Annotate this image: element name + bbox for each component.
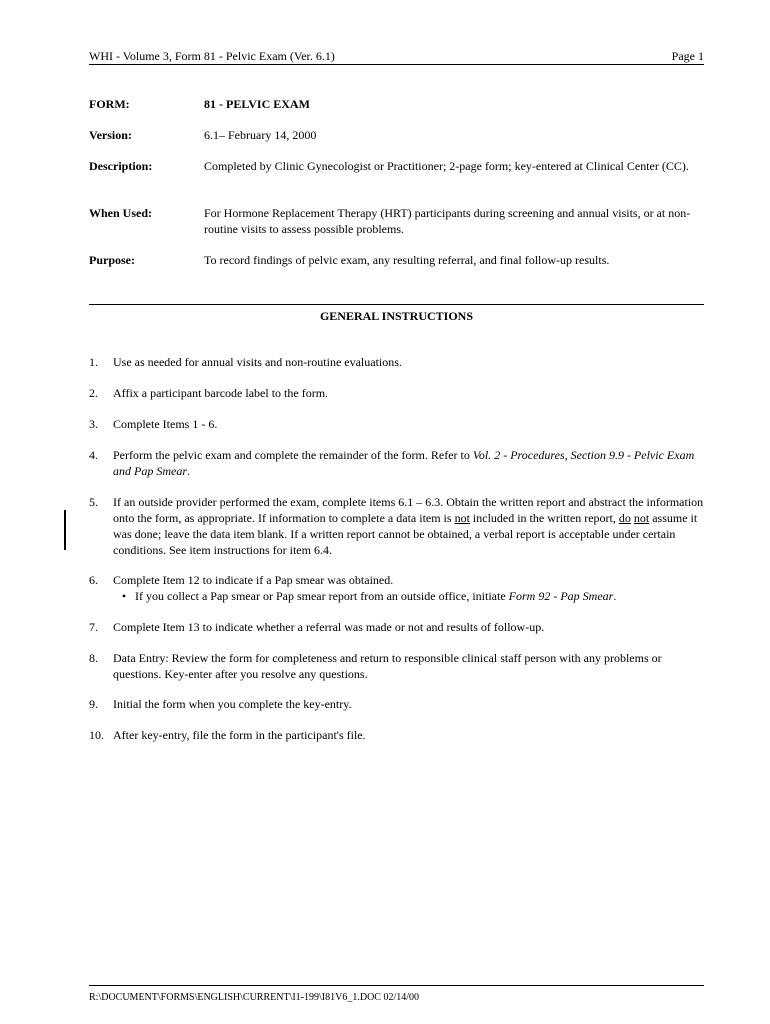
description-row [89,158,704,174]
item-text [113,494,704,558]
sub-bullet [113,588,704,604]
emphasis-do: do [618,511,631,525]
form-label: FORM: [89,97,130,111]
item-number: 8. [89,651,98,665]
section-divider [89,304,704,305]
header-divider [89,64,704,65]
item-text [113,572,704,604]
list-item [89,727,704,743]
when-used-row [89,205,704,237]
list-item [89,619,704,635]
when-used-value: For Hormone Replacement Therapy (HRT) participants during screening and annual visits, or at non-routine visits to assess possible problems. [204,206,691,236]
version-value: 6.1– February 14, 2000 [204,128,317,142]
item-text: Affix a participant barcode label to the form. [113,386,329,400]
reference-title: Vol. 2 - Procedures, Section 9.9 - Pelvic Exam and Pap Smear [113,448,695,478]
purpose-value: To record findings of pelvic exam, any resulting referral, and final follow-up results. [204,253,610,267]
document-title: WHI - Volume 3, Form 81 - Pelvic Exam (Ver. 6.1) [89,49,335,63]
item-text-part: . [613,589,617,603]
item-number: 6. [89,573,98,587]
item-text: Data Entry: Review the form for completeness and return to responsible clinical staff person with any problems or questions. Key-enter after you resolve any questions. [113,651,662,681]
item-text-part: If you collect a Pap smear or Pap smear report from an outside office, initiate [135,589,509,603]
sub-bullet-text [135,588,616,604]
revision-bar [64,510,66,550]
item-text [113,447,704,479]
version-row [89,127,704,143]
item-text: Complete Items 1 - 6. [113,417,218,431]
item-text-part: assume it was done; leave the data item blank. If a written report cannot be obtained, a verbal report is acceptable under certain conditions. See item instructions for item 6.4. [113,511,698,557]
form-row [89,96,704,112]
item-number: 1. [89,355,98,369]
emphasis-not: not [633,511,650,525]
reference-title: Form 92 - Pap Smear [508,589,614,603]
page-header [89,48,704,64]
list-item [89,696,704,712]
item-text: Initial the form when you complete the key-entry. [113,697,352,711]
item-number: 5. [89,495,98,509]
footer-divider [89,985,704,986]
page-number: Page 1 [671,49,704,63]
list-item [89,494,704,558]
description-label: Description: [89,159,153,173]
item-number: 3. [89,417,98,431]
list-item [89,354,704,370]
item-text-part: included in the written report, [469,511,619,525]
list-item [89,385,704,401]
item-text-part: If an outside provider performed the exam, complete items 6.1 – 6.3. Obtain the written report and abstract the information onto the form, as appropriate. If information to complete a data item is [113,495,704,525]
purpose-label: Purpose: [89,253,135,267]
list-item [89,416,704,432]
when-used-label: When Used: [89,206,153,220]
item-number: 2. [89,386,98,400]
form-value: 81 - PELVIC EXAM [204,97,310,111]
bullet-icon: • [121,589,127,603]
item-text-part: Perform the pelvic exam and complete the remainder of the form. Refer to [113,448,473,462]
item-text-part: . [187,464,190,478]
item-number: 7. [89,620,98,634]
description-value: Completed by Clinic Gynecologist or Practitioner; 2-page form; key-entered at Clinical Center (CC). [204,159,689,173]
item-number: 4. [89,448,98,462]
list-item [89,572,704,604]
item-text: After key-entry, file the form in the participant's file. [113,728,366,742]
list-item [89,447,704,479]
item-text: Use as needed for annual visits and non-routine evaluations. [113,355,402,369]
version-label: Version: [89,128,132,142]
item-text-part: Complete Item 12 to indicate if a Pap smear was obtained. [113,573,394,587]
footer-path: R:\DOCUMENT\FORMS\ENGLISH\CURRENT\I1-199\I81V6_1.DOC 02/14/00 [89,992,420,1003]
section-title: GENERAL INSTRUCTIONS [319,309,474,323]
item-number: 10. [89,728,104,742]
purpose-row [89,252,704,268]
list-item [89,650,704,682]
item-text: Complete Item 13 to indicate whether a referral was made or not and results of follow-up. [113,620,545,634]
item-number: 9. [89,697,98,711]
emphasis-not: not [454,511,470,525]
